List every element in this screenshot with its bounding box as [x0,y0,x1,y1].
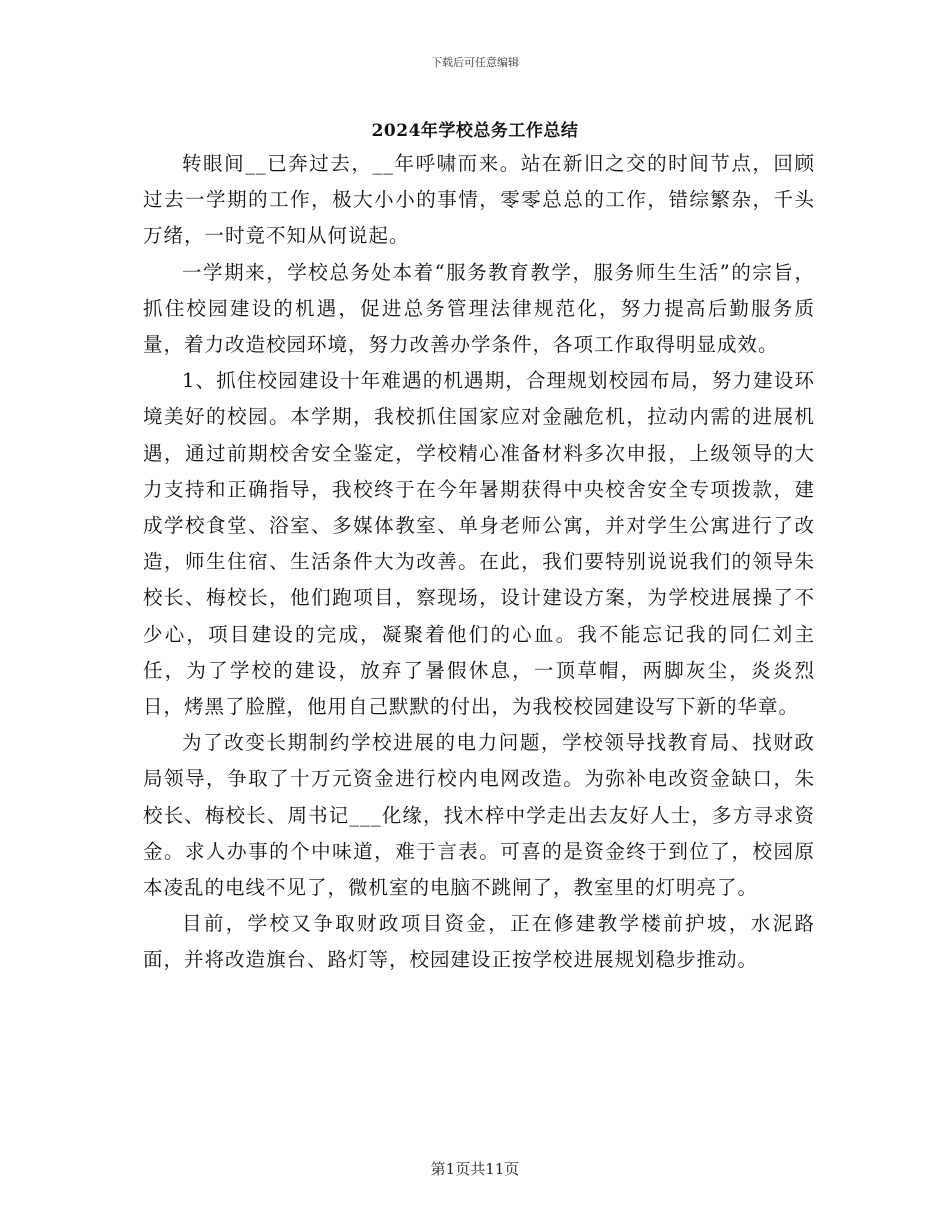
paragraph: 1、抓住校园建设十年难遇的机遇期，合理规划校园布局，努力建设环境美好的校园。本学期，我校抓住国家应对金融危机，拉动内需的进展机遇，通过前期校舍安全鉴定，学校精心准备材料多次申报，上级领导的大力支持和正确指导，我校终于在今年暑期获得中央校舍安全专项拨款，建成学校食堂、浴室、多媒体教室、单身老师公寓，并对学生公寓进行了改造，师生住宿、生活条件大为改善。在此，我们要特别说说我们的领导朱校长、梅校长，他们跑项目，察现场，设计建设方案，为学校进展操了不少心，项目建设的完成，凝聚着他们的心血。我不能忘记我的同仁刘主任，为了学校的建设，放弃了暑假休息，一顶草帽，两脚灰尘，炎炎烈日，烤黑了脸膛，他用自己默默的付出，为我校校园建设写下新的华章。 [143,369,815,719]
document-title: 2024年学校总务工作总结 [371,121,579,141]
paragraph: 目前，学校又争取财政项目资金，正在修建教学楼前护坡，水泥路面，并将改造旗台、路灯等，校园建设正按学校进展规划稳步推动。 [143,912,815,972]
paragraph: 转眼间__已奔过去，__年呼啸而来。站在新旧之交的时间节点，回顾过去一学期的工作，极大小小的事情，零零总总的工作，错综繁杂，千头万绪，一时竟不知从何说起。 [143,152,815,248]
paragraph: 一学期来，学校总务处本着“服务教育教学，服务师生生活”的宗旨，抓住校园建设的机遇，促进总务管理法律规范化，努力提高后勤服务质量，着力改造校园环境，努力改善办学条件，各项工作取得明显成效。 [143,260,815,357]
page-footer: 第1页共11页 [430,1160,520,1178]
header-note: 下载后可任意编辑 [431,56,519,69]
paragraph: 为了改变长期制约学校进展的电力问题，学校领导找教育局、找财政局领导，争取了十万元资金进行校内电网改造。为弥补电改资金缺口，朱校长、梅校长、周书记___化缘，找木梓中学走出去友好人士，多方寻求资金。求人办事的个中味道，难于言表。可喜的是资金终于到位了，校园原本凌乱的电线不见了，微机室的电脑不跳闸了，教室里的灯明亮了。 [143,731,815,900]
document-body [143,146,815,979]
